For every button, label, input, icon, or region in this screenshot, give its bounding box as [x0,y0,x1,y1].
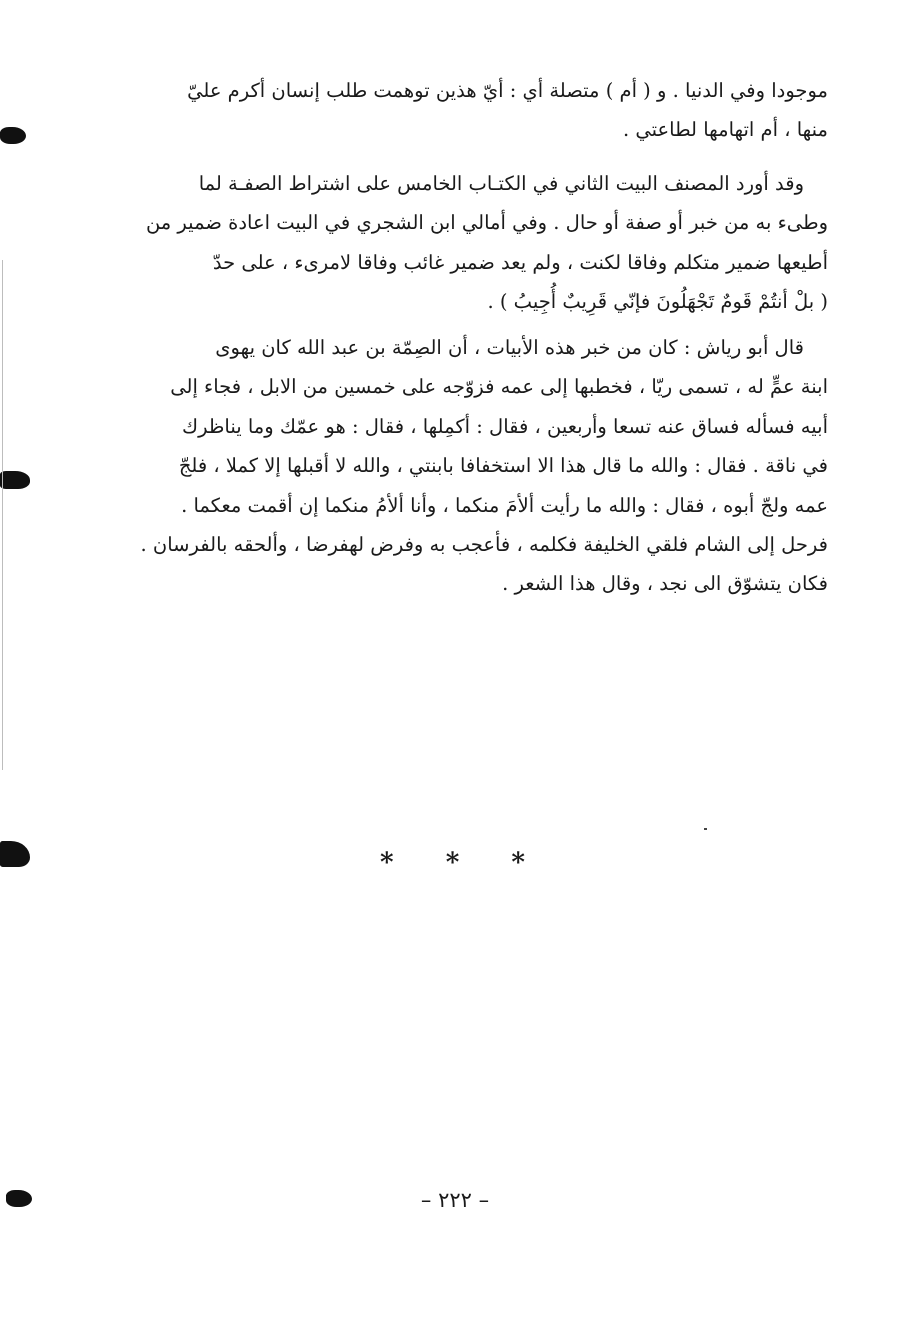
paragraph-line: فرحل إلى الشام فلقي الخليفة فكلمه ، فأعجب به وفرض لهفرضا ، وألحقه بالفرسان . [140,533,828,557]
binding-mark-1 [0,127,26,144]
paragraph-2 [76,164,828,322]
paragraph-1 [76,71,828,150]
separator-star: * [445,848,460,878]
paragraph-line: أبيه فسأله فساق عنه تسعا وأربعين ، فقال : أكمِلها ، فقال : هو عمّك وما يناظرك [182,414,828,438]
separator-star: * [380,848,394,878]
paragraph-line: منها ، أم اتهامها لطاعتي . [622,118,828,142]
binding-mark-4 [6,1190,32,1207]
paragraph-line: أطيعها ضمير متكلم وفاقا لكنت ، ولم يعد ضمير غائب وفاقا لامرىء ، على حدّ [212,250,828,274]
paragraph-line: قال أبو رياش : كان من خبر هذه الأبيات ، أن الصِمّة بن عبد الله كان يهوى [215,336,804,359]
separator-star: * [511,848,525,878]
paragraph-3 [76,328,828,604]
paragraph-line: ابنة عمٍّ له ، تسمى ريّا ، فخطبها إلى عمه فزوّجه على خمسين من الابل ، فجاء إلى [170,375,828,399]
paragraph-line: في ناقة . فقال : والله ما قال هذا الا استخفافا بابنتي ، والله لا أقبلها إلا كملا ، فلجّ [178,454,828,478]
scan-edge-line [2,260,3,770]
paragraph-line: فكان يتشوّق الى نجد ، وقال هذا الشعر . [502,572,828,596]
binding-mark-2 [0,471,30,489]
paragraph-line: وقد أورد المصنف البيت الثاني في الكتـاب الخامس على اشتراط الصفـة لما [198,172,804,195]
scan-speck [704,828,707,830]
paragraph-line: وطىء به من خبر أو صفة أو حال . وفي أمالي ابن الشجري في البيت اعادة ضمير من [145,211,828,235]
page-number: – ٢٢٢ – [420,1188,490,1212]
binding-mark-3 [0,841,30,867]
paragraph-line: ( بلْ أنتُمْ قَومٌ تَجْهَلُونَ فإنّي قَرِيبٌ أُجِيبُ ) . [487,290,828,314]
section-separator [380,848,525,878]
paragraph-line: عمه ولجّ أبوه ، فقال : والله ما رأيت ألأمَ منكما ، وأنا ألأمُ منكما إن أقمت معكما . [181,493,828,517]
paragraph-line: موجودا وفي الدنيا . و ( أم ) متصلة أي : أيّ هذين توهمت طلب إنسان أكرم عليّ [187,79,828,102]
